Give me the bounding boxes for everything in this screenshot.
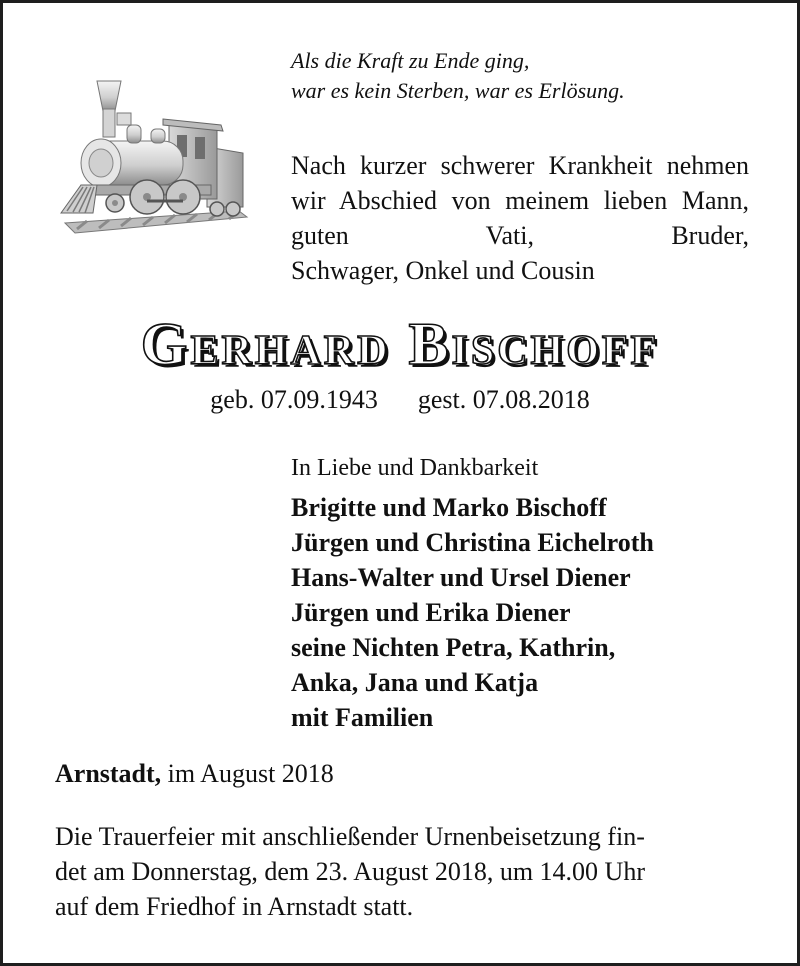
announcement-line: Nach kurzer schwerer Krankheit (291, 151, 653, 180)
funeral-service-info (55, 819, 749, 924)
service-line: Die Trauerfeier mit anschließender Urnenbeisetzung fin- (55, 822, 645, 851)
birth-date: geb. 07.09.1943 (210, 385, 378, 414)
mourner-line: mit Familien (291, 703, 434, 732)
death-date: gest. 07.08.2018 (417, 385, 590, 414)
memorial-quote (291, 46, 625, 106)
mourner-line: Brigitte und Marko Bischoff (291, 493, 607, 522)
steam-locomotive-icon (57, 73, 249, 241)
mourners-list (291, 490, 654, 735)
quote-line: war es kein Sterben, war es Erlösung. (291, 78, 625, 103)
notice-date: im August 2018 (161, 759, 334, 788)
mourners-lead: In Liebe und Dankbarkeit (291, 455, 539, 481)
mourner-line: Anka, Jana und Katja (291, 668, 539, 697)
mourner-line: Jürgen und Christina Eichelroth (291, 528, 654, 557)
announcement-line: lieben Mann, guten Vati, Bruder, (291, 186, 749, 250)
announcement-text (291, 148, 749, 288)
mourner-line: seine Nichten Petra, Kathrin, (291, 633, 616, 662)
place-date (55, 757, 334, 791)
life-dates (3, 384, 797, 416)
quote-line: Als die Kraft zu Ende ging, (291, 48, 530, 73)
announcement-line: Schwager, Onkel und Cousin (291, 256, 595, 285)
place-city: Arnstadt, (55, 759, 162, 788)
service-line: det am Donnerstag, dem 23. August 2018, um 14.00 Uhr (55, 857, 645, 886)
mourner-line: Jürgen und Erika Diener (291, 598, 571, 627)
deceased-name: Gerhard Bischoff (140, 311, 660, 377)
announcement-line: nehmen wir Abschied von meinem (291, 151, 750, 215)
mourner-line: Hans-Walter und Ursel Diener (291, 563, 631, 592)
service-line: auf dem Friedhof in Arnstadt statt. (55, 892, 414, 921)
